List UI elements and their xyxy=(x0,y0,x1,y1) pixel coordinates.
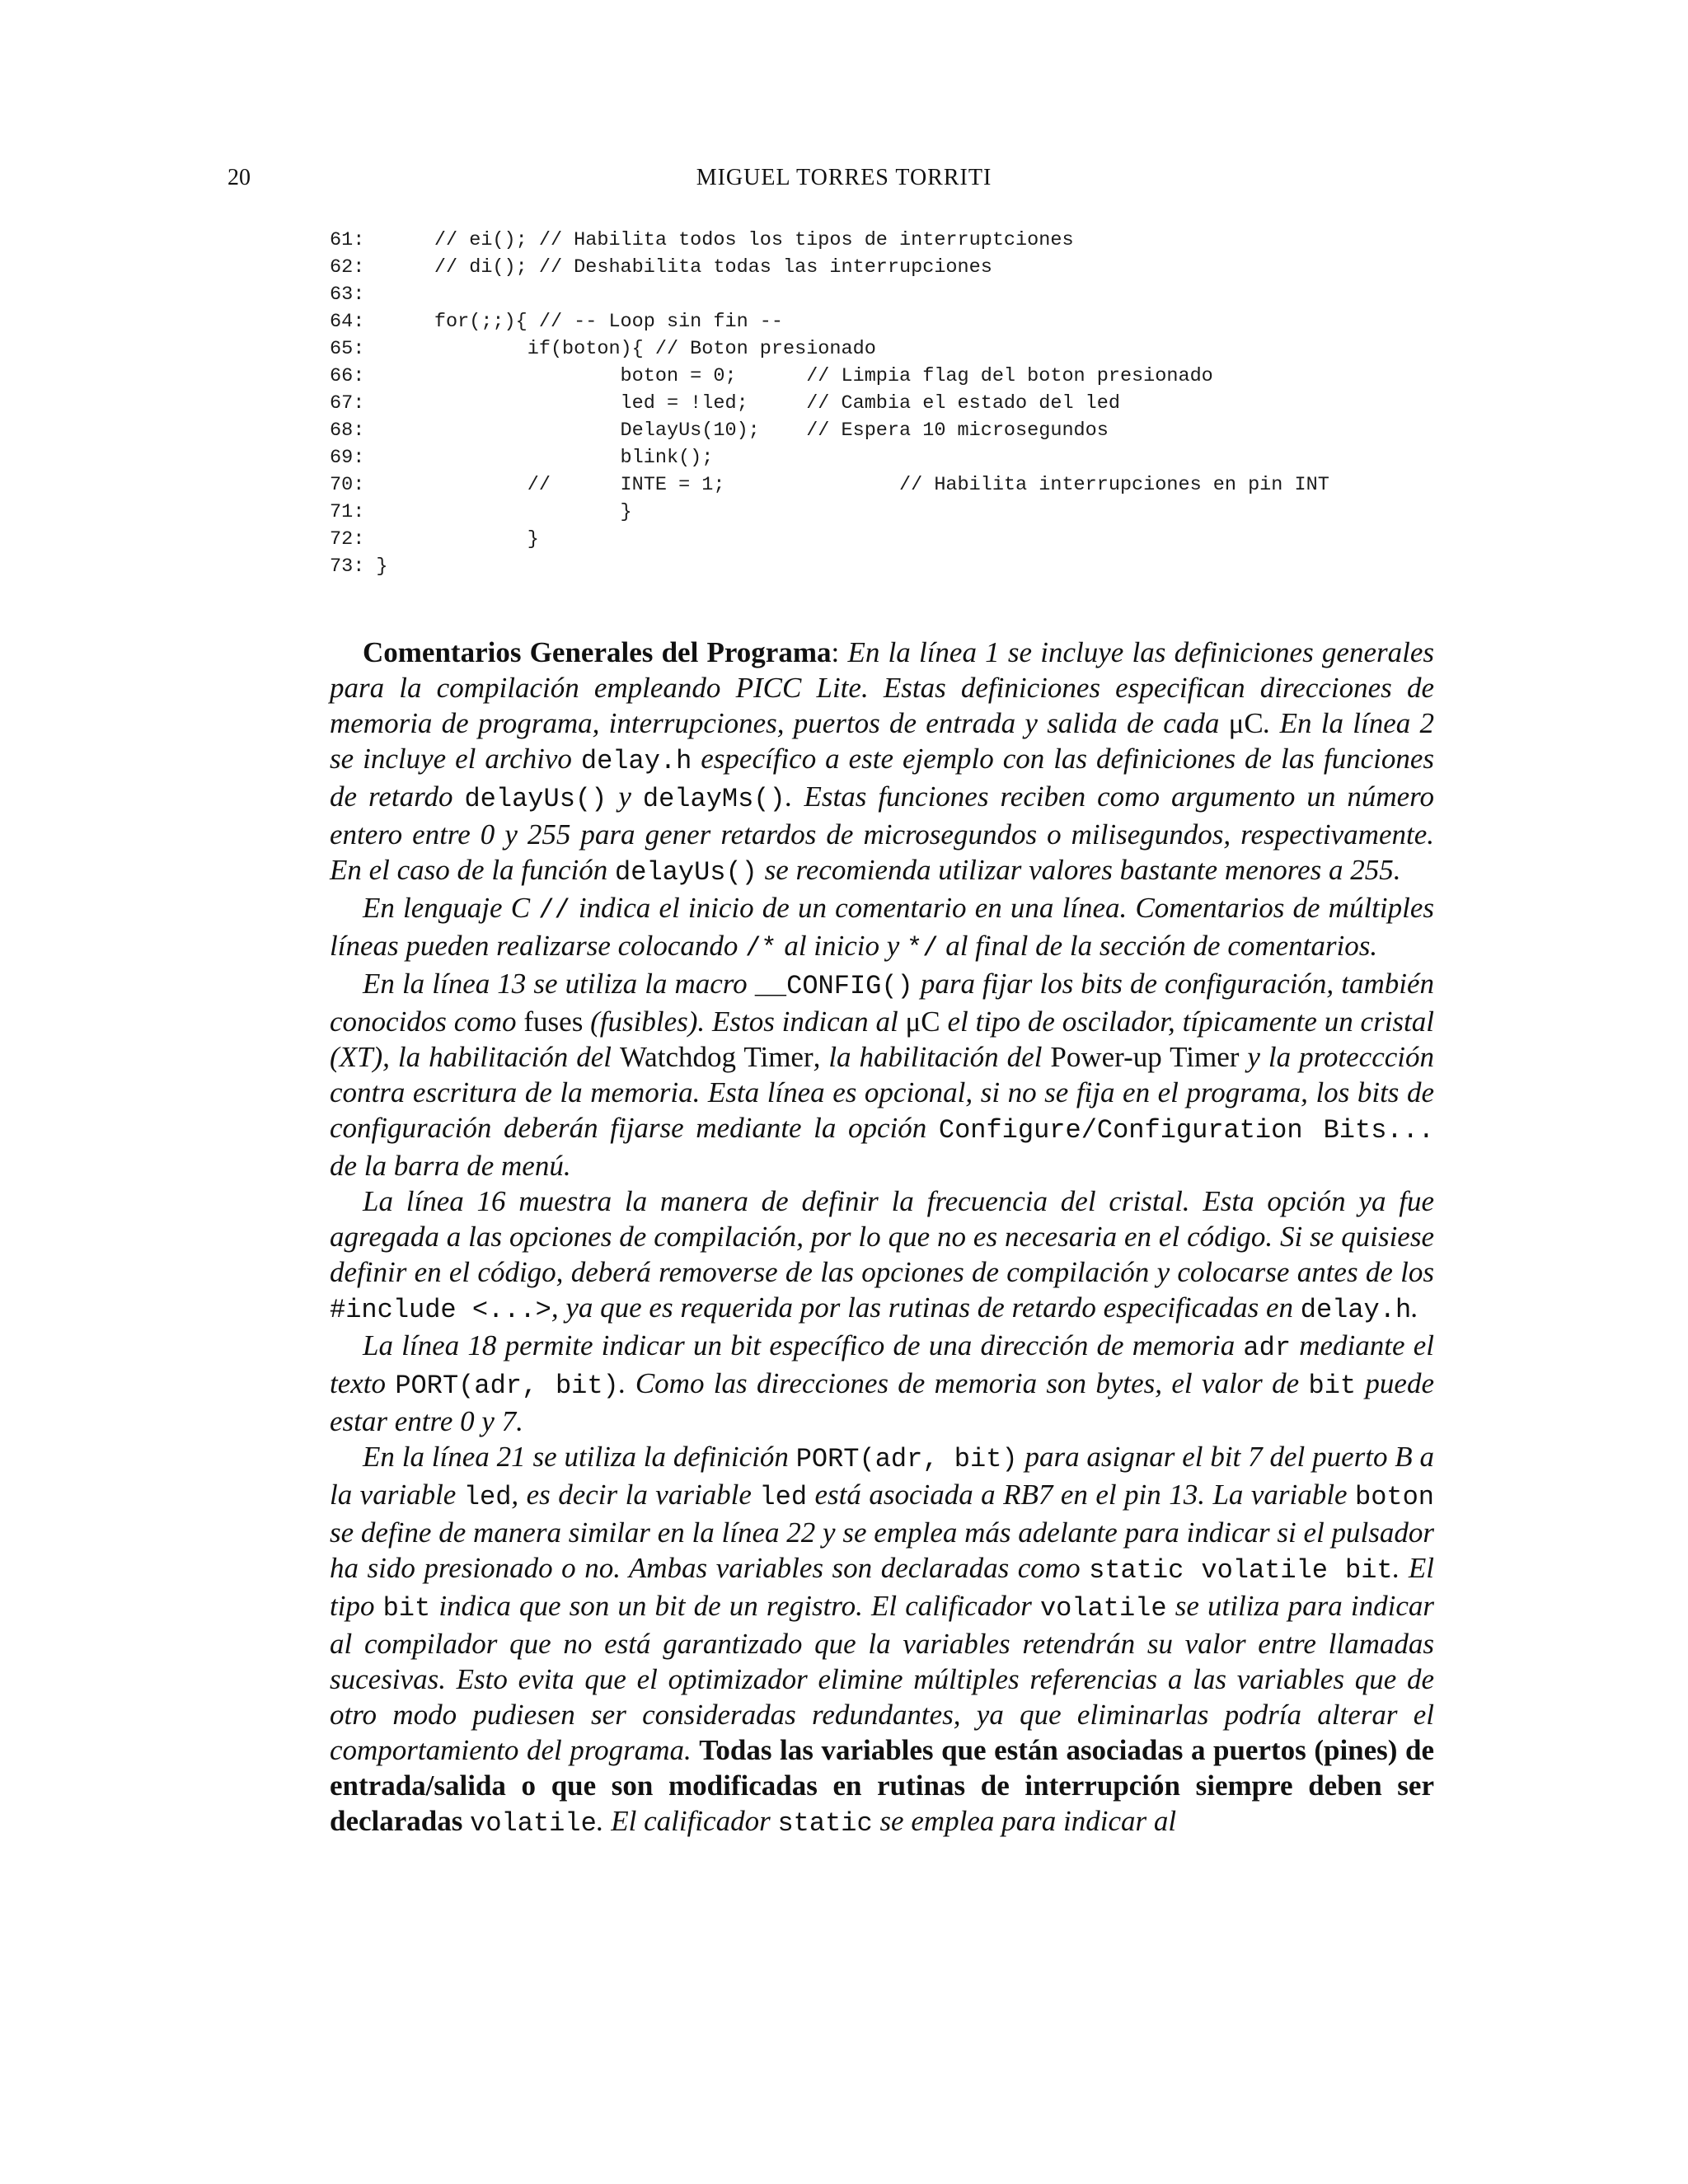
code-line: 66: boton = 0; // Limpia flag del boton presionado xyxy=(330,365,1213,387)
inline-code: led xyxy=(463,1482,512,1512)
code-line: 70: // INTE = 1; // Habilita interrupciones en pin INT xyxy=(330,474,1329,496)
inline-code: /* xyxy=(745,933,777,963)
inline-code: delayMs() xyxy=(642,784,785,814)
running-head: MIGUEL TORRES TORRITI xyxy=(696,165,992,190)
code-line: 64: for(;;){ // -- Loop sin fin -- xyxy=(330,311,783,333)
paragraph-port-macro: La línea 18 permite indicar un bit específico de una dirección de memoria adr mediante el texto PORT(adr, bit). Como las direcciones de memoria son bytes, el valor de bit puede estar entre 0 y 7. xyxy=(330,1329,1434,1437)
code-line: 61: // ei(); // Habilita todos los tipos de interruptciones xyxy=(330,229,1074,251)
page-number: 20 xyxy=(227,165,251,190)
code-line: 69: blink(); xyxy=(330,447,714,469)
paragraph-general-comments: Comentarios Generales del Programa: En la línea 1 se incluye las definiciones generales para la compilación empleando PICC Lite. Estas definiciones especifican direcciones de memoria de programa, interrupciones, puertos de entrada y salida de cada μC. En la línea 2 se incluye el archivo delay.h específico a este ejemplo con las definiciones de las funciones de retardo delayUs() y delayMs(). Estas funciones reciben como argumento un número entero entre 0 y 255 para gener retardos de microsegundos o milisegundos, respectivamente. En el caso de la función delayUs() se recomienda utilizar valores bastante menores a 255. xyxy=(330,636,1434,888)
inline-code: delayUs() xyxy=(615,857,757,888)
inline-code: delayUs() xyxy=(464,784,607,814)
inline-code: // xyxy=(538,895,570,926)
code-line: 68: DelayUs(10); // Espera 10 microsegundos xyxy=(330,419,1109,442)
inline-code: #include <...> xyxy=(330,1295,551,1325)
code-line: 73: } xyxy=(330,555,388,578)
inline-code: boton xyxy=(1354,1482,1434,1512)
paragraph-config: En la línea 13 se utiliza la macro __CONFIG() para fijar los bits de configuración, también conocidos como fuses (fusibles). Estos indican al μC el tipo de oscilador, típicamente un cristal (XT), la habilitación del Watchdog Timer, la habilitación del Power-up Timer y la proteccción contra escritura de la memoria. Esta línea es opcional, si no se fija en el programa, los bits de configuración deberán fijarse mediante la opción Configure/Configuration Bits... de la barra de menú. xyxy=(330,968,1435,1182)
inline-code: PORT(adr, bit) xyxy=(395,1371,619,1401)
code-line: 62: // di(); // Deshabilita todas las interrupciones xyxy=(330,256,992,279)
inline-code: static volatile bit xyxy=(1089,1555,1393,1586)
code-line: 67: led = !led; // Cambia el estado del led xyxy=(330,392,1120,415)
inline-code: __CONFIG() xyxy=(754,971,913,1001)
code-line: 71: } xyxy=(330,501,632,523)
paragraph-comments: En lenguaje C // indica el inicio de un comentario en una línea. Comentarios de múltiples líneas pueden realizarse colocando /* al inicio y */ al final de la sección de comentarios. xyxy=(330,892,1435,963)
inline-code: delay.h xyxy=(1300,1295,1412,1325)
code-line: 65: if(boton){ // Boton presionado xyxy=(330,338,876,360)
inline-code: static xyxy=(777,1808,873,1839)
bold-emphasis: Todas las variables que están asociadas a puertos (pines) de entrada/salida o que son modificadas en rutinas de interrupción siempre deben ser declaradas xyxy=(330,1734,1434,1837)
section-heading: Comentarios Generales del Programa xyxy=(363,636,832,668)
inline-code: bit xyxy=(1308,1371,1357,1401)
body-text xyxy=(330,635,1434,1841)
inline-code: led xyxy=(759,1482,808,1512)
inline-code: Configure/Configuration Bits... xyxy=(938,1115,1435,1146)
code-line: 72: } xyxy=(330,528,539,551)
inline-code: volatile xyxy=(470,1808,597,1839)
inline-code: */ xyxy=(907,933,939,963)
paragraph-variables: En la línea 21 se utiliza la definición PORT(adr, bit) para asignar el bit 7 del puerto B a la variable led, es decir la variable led está asociada a RB7 en el pin 13. La variable boton se define de manera similar en la línea 22 y se emplea más adelante para indicar si el pulsador ha sido presionado o no. Ambas variables son declaradas como static volatile bit. El tipo bit indica que son un bit de un registro. El calificador volatile se utiliza para indicar al compilador que no está garantizado que la variables retendrán su valor entre llamadas sucesivas. Esto evita que el optimizador elimine múltiples referencias a las variables que de otro modo pudiesen ser consideradas redundantes, ya que eliminarlas podría alterar el comportamiento del programa. Todas las variables que están asociadas a puertos (pines) de entrada/salida o que son modificadas en rutinas de interrupción siempre deben ser declaradas volatile. El calificador static se emplea para indicar al xyxy=(330,1441,1435,1839)
inline-code: delay.h xyxy=(580,746,692,776)
paragraph-crystal: La línea 16 muestra la manera de definir la frecuencia del cristal. Esta opción ya fue agregada a las opciones de compilación, por lo que no es necesaria en el código. Si se quisiese definir en el código, deberá removerse de las opciones de compilación y colocarse antes de los #include <...>, ya que es requerida por las rutinas de retardo especificadas en delay.h. xyxy=(330,1185,1434,1325)
inline-code: adr xyxy=(1243,1333,1292,1363)
inline-code: PORT(adr, bit) xyxy=(795,1444,1018,1474)
code-line: 63: xyxy=(330,284,365,306)
inline-code: volatile xyxy=(1039,1593,1167,1624)
code-listing xyxy=(330,227,1434,580)
inline-code: bit xyxy=(382,1593,431,1624)
